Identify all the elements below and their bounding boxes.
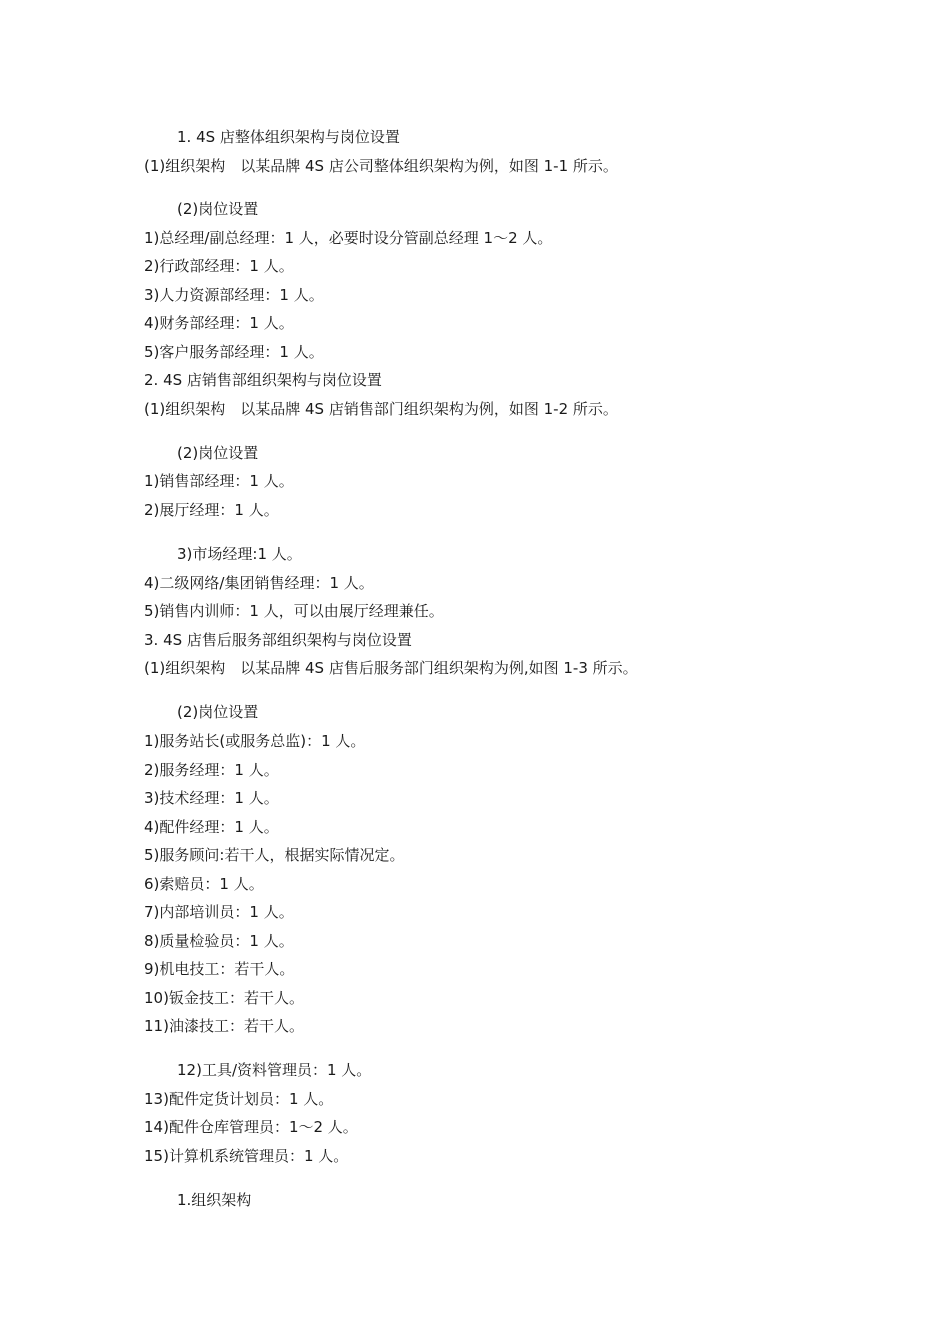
subheading-positions-1: (2)岗位设置 bbox=[177, 200, 259, 218]
list-item: 9)机电技工：若干人。 bbox=[144, 960, 295, 978]
subheading-positions-2: (2)岗位设置 bbox=[177, 444, 259, 462]
paragraph-org-structure-3: (1)组织架构 以某品牌 4S 店售后服务部门组织架构为例,如图 1-3 所示。 bbox=[144, 659, 638, 677]
list-item: 2)展厅经理：1 人。 bbox=[144, 501, 279, 519]
section-heading-2: 2. 4S 店销售部组织架构与岗位设置 bbox=[144, 371, 382, 389]
section-heading-1: 1. 4S 店整体组织架构与岗位设置 bbox=[177, 128, 400, 146]
list-item: 11)油漆技工：若干人。 bbox=[144, 1017, 304, 1035]
list-item: 12)工具/资料管理员：1 人。 bbox=[177, 1061, 372, 1079]
list-item: 4)财务部经理：1 人。 bbox=[144, 314, 294, 332]
list-item: 13)配件定货计划员：1 人。 bbox=[144, 1090, 334, 1108]
list-item: 6)索赔员：1 人。 bbox=[144, 875, 264, 893]
list-item: 1)总经理/副总经理：1 人，必要时设分管副总经理 1～2 人。 bbox=[144, 229, 553, 247]
list-item: 2)服务经理：1 人。 bbox=[144, 761, 279, 779]
paragraph-org-structure-2: (1)组织架构 以某品牌 4S 店销售部门组织架构为例，如图 1-2 所示。 bbox=[144, 400, 618, 418]
list-item: 14)配件仓库管理员：1～2 人。 bbox=[144, 1118, 358, 1136]
list-item: 4)二级网络/集团销售经理：1 人。 bbox=[144, 574, 374, 592]
paragraph-org-structure-1: (1)组织架构 以某品牌 4S 店公司整体组织架构为例，如图 1-1 所示。 bbox=[144, 157, 618, 175]
list-item: 1)服务站长(或服务总监)：1 人。 bbox=[144, 732, 366, 750]
list-item: 3)技术经理：1 人。 bbox=[144, 789, 279, 807]
list-item: 1)销售部经理：1 人。 bbox=[144, 472, 294, 490]
list-item: 7)内部培训员：1 人。 bbox=[144, 903, 294, 921]
list-item: 10)钣金技工：若干人。 bbox=[144, 989, 304, 1007]
list-item: 5)销售内训师：1 人，可以由展厅经理兼任。 bbox=[144, 602, 444, 620]
list-item: 4)配件经理：1 人。 bbox=[144, 818, 279, 836]
list-item: 5)客户服务部经理：1 人。 bbox=[144, 343, 324, 361]
list-item: 8)质量检验员：1 人。 bbox=[144, 932, 294, 950]
list-item: 5)服务顾问:若干人，根据实际情况定。 bbox=[144, 846, 405, 864]
list-item: 3)市场经理:1 人。 bbox=[177, 545, 302, 563]
list-item: 15)计算机系统管理员：1 人。 bbox=[144, 1147, 349, 1165]
section-heading-3: 3. 4S 店售后服务部组织架构与岗位设置 bbox=[144, 631, 412, 649]
subheading-org-structure: 1.组织架构 bbox=[177, 1191, 252, 1209]
list-item: 2)行政部经理：1 人。 bbox=[144, 257, 294, 275]
list-item: 3)人力资源部经理：1 人。 bbox=[144, 286, 324, 304]
subheading-positions-3: (2)岗位设置 bbox=[177, 703, 259, 721]
